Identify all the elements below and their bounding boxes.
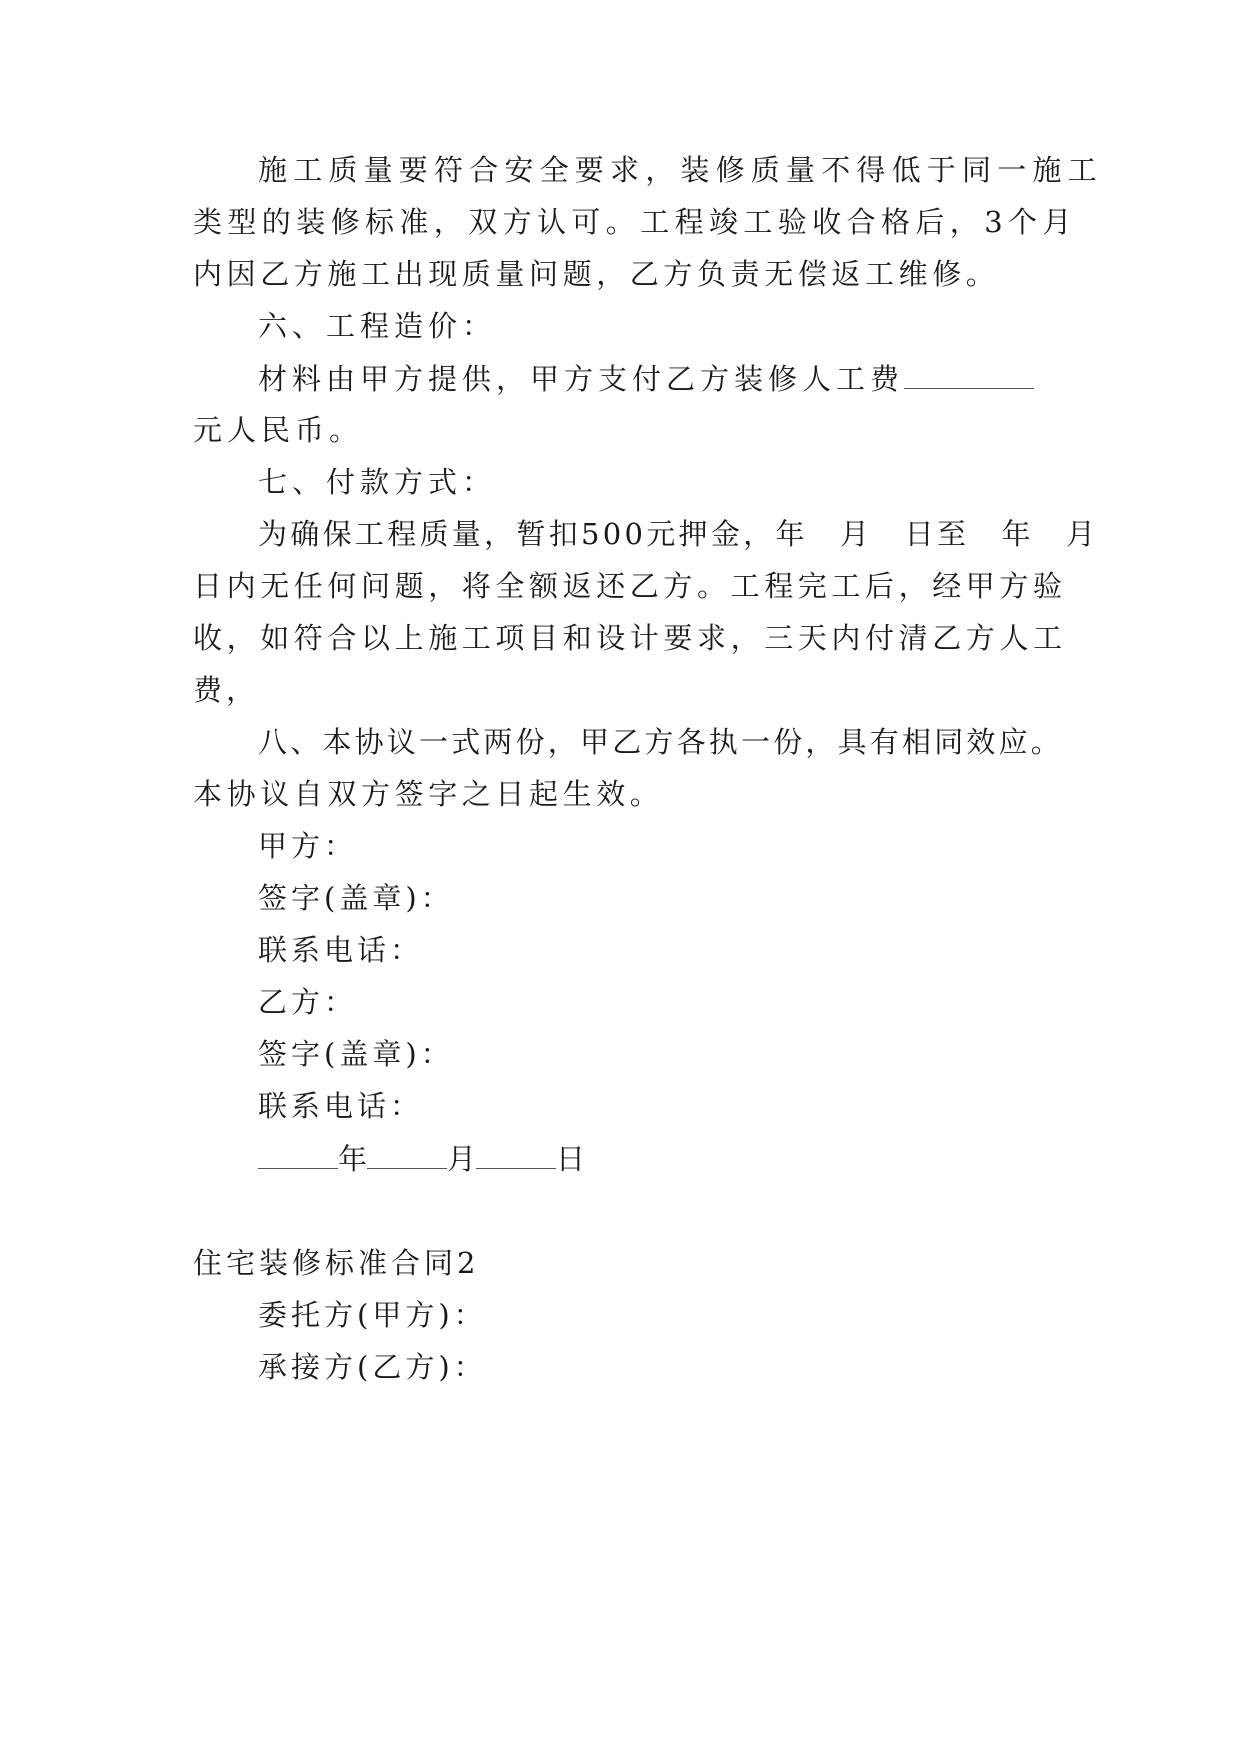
contractor-party-label: 承接方(乙方)：	[258, 1350, 487, 1384]
fee-blank	[904, 358, 1034, 389]
paragraph-payment-line-3: 收，如符合以上施工项目和设计要求，三天内付清乙方人工	[193, 621, 1067, 655]
party-a-label: 甲方：	[258, 829, 358, 863]
section-heading-payment: 七、付款方式：	[258, 465, 497, 499]
paragraph-payment-line-4: 费，	[193, 673, 260, 707]
text-line: 材料由甲方提供，甲方支付乙方装修人工费	[258, 362, 905, 396]
party-b-phone-label: 联系电话：	[258, 1089, 424, 1123]
paragraph-quality-line-1	[258, 150, 1103, 190]
day-label: 日	[556, 1142, 586, 1176]
paragraph-cost-line-2: 元人民币。	[193, 413, 364, 447]
paragraph-agreement-line-1: 八、本协议一式两份，甲乙方各执一份，具有相同效应。	[258, 725, 1064, 759]
client-party-label: 委托方(甲方)：	[258, 1298, 487, 1332]
party-a-signature-label: 签字(盖章)：	[258, 881, 454, 915]
paragraph-payment-line-1: 为确保工程质量，暂扣500元押金，年 月 日至 年 月	[258, 517, 1099, 551]
day-blank	[476, 1138, 556, 1169]
contract-title-2: 住宅装修标准合同2	[193, 1246, 480, 1280]
date-line	[258, 1138, 1053, 1178]
month-blank	[367, 1138, 447, 1169]
party-b-label: 乙方：	[258, 985, 358, 1019]
month-label: 月	[447, 1142, 477, 1176]
party-b-signature-label: 签字(盖章)：	[258, 1037, 454, 1071]
paragraph-agreement-line-2: 本协议自双方签字之日起生效。	[193, 777, 664, 811]
party-a-phone-label: 联系电话：	[258, 933, 424, 967]
paragraph-quality-line-2: 类型的装修标准，双方认可。工程竣工验收合格后，3个月	[193, 205, 1077, 239]
year-label: 年	[338, 1142, 368, 1176]
paragraph-cost-line-1	[258, 358, 1053, 398]
text-line: 施工质量要符合安全要求，装修质量不得低于同一施工	[258, 153, 1103, 187]
paragraph-quality-line-3: 内因乙方施工出现质量问题，乙方负责无偿返工维修。	[193, 257, 1000, 291]
paragraph-payment-line-2: 日内无任何问题，将全额返还乙方。工程完工后，经甲方验	[193, 569, 1067, 603]
year-blank	[258, 1138, 338, 1169]
section-heading-cost: 六、工程造价：	[258, 309, 497, 343]
